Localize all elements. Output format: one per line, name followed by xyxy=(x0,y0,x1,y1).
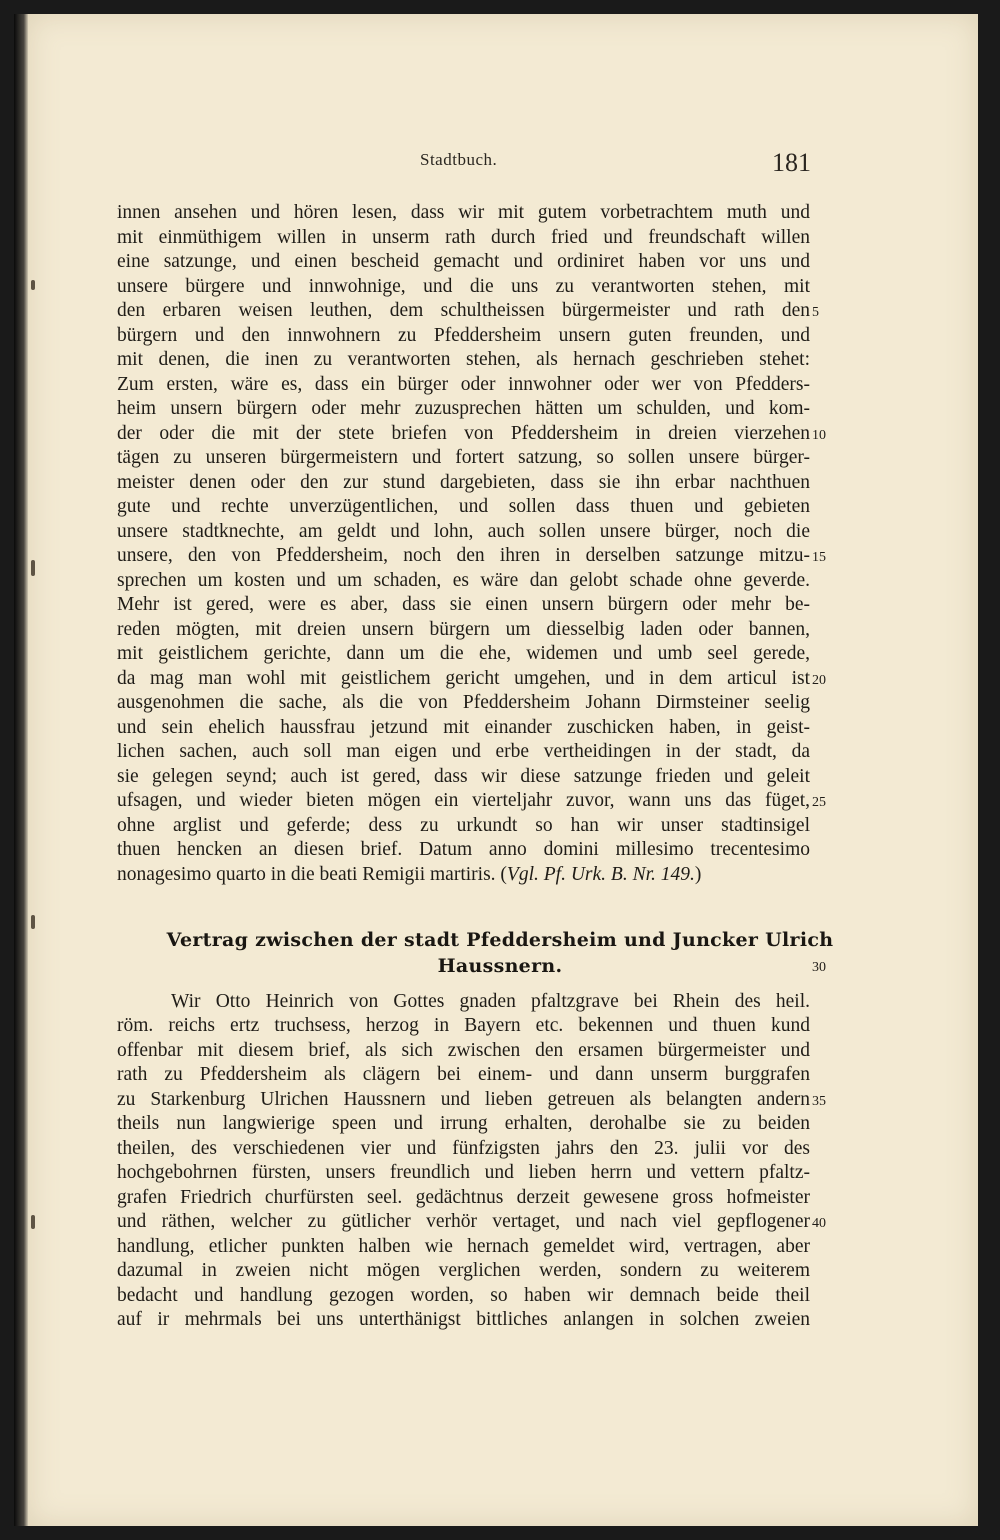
body-line: ufsagen, und wieder bieten mögen ein vierteljahr zuvor, wann uns das füget, xyxy=(117,790,810,811)
body-line: innen ansehen und hören lesen, dass wir mit gutem vorbetrachtem muth und xyxy=(117,202,810,223)
body-line: lichen sachen, auch soll man eigen und erbe vertheidingen in der stadt, da xyxy=(117,741,810,762)
body-line: meister denen oder den zur stund dargebieten, dass sie ihn erbar nachthuen xyxy=(117,472,810,493)
body-line: reden mögten, mit dreien unsern bürgern um diesselbig laden oder bannen, xyxy=(117,619,810,640)
running-title: Stadtbuch. xyxy=(420,150,498,169)
body-line: eine satzunge, und einen bescheid gemacht und ordiniret haben vor uns und xyxy=(117,251,810,272)
line-number: 25 xyxy=(812,795,826,810)
body-line: thuen hencken an diesen brief. Datum anno domini millesimo trecentesimo xyxy=(117,839,810,860)
body-line: rath zu Pfeddersheim als clägern bei einem- und dann unserm burggrafen xyxy=(117,1064,810,1085)
body-line: Zum ersten, wäre es, dass ein bürger oder innwohner oder wer von Pfedders- xyxy=(117,374,810,395)
book-spine-edge xyxy=(14,14,28,1526)
body-line: Wir Otto Heinrich von Gottes gnaden pfaltzgrave bei Rhein des heil. xyxy=(171,991,810,1012)
line-number: 10 xyxy=(812,428,826,443)
source-citation: Vgl. Pf. Urk. B. Nr. 149. xyxy=(506,864,695,885)
section-heading-line-1: Vertrag zwischen der stadt Pfeddersheim und Juncker Ulrich xyxy=(166,929,834,951)
line-number: 30 xyxy=(812,960,826,975)
body-line: auf ir mehrmals bei uns unterthänigst bittliches anlangen in solchen zweien xyxy=(117,1309,810,1330)
body-line: sprechen um kosten und um schaden, es wäre dan gelobt schade ohne geverde. xyxy=(117,570,810,591)
section-heading-line-2: Haussnern. xyxy=(437,955,563,977)
body-line: unsere, den von Pfeddersheim, noch den ihren in derselben satzunge mitzu- xyxy=(117,545,810,566)
body-line: grafen Friedrich churfürsten seel. gedächtnus derzeit gewesene gross hofmeister xyxy=(117,1187,810,1208)
gutter-mark xyxy=(31,560,35,576)
gutter-mark xyxy=(31,915,35,929)
gutter-mark xyxy=(31,1215,35,1229)
body-line: heim unsern bürgern oder mehr zuzusprechen hätten um schulden, und kom- xyxy=(117,398,810,419)
body-line: Mehr ist gered, were es aber, dass sie einen unsern bürgern oder mehr be- xyxy=(117,594,810,615)
body-line: und sein ehelich haussfrau jetzund mit einander zuschicken haben, in geist- xyxy=(117,717,810,738)
body-line: bedacht und handlung gezogen worden, so haben wir demnach beide theil xyxy=(117,1285,810,1306)
body-line: theilen, des verschiedenen vier und fünfzigsten jahrs den 23. julii vor des xyxy=(117,1138,810,1159)
line-number: 20 xyxy=(812,673,826,688)
body-line: handlung, etlicher punkten halben wie hernach gemeldet wird, vertragen, aber xyxy=(117,1236,810,1257)
gutter-mark xyxy=(31,280,35,290)
body-line: theils nun langwierige speen und irrung erhalten, derohalbe sie zu beiden xyxy=(117,1113,810,1134)
body-line: dazumal in zweien nicht mögen verglichen werden, sondern zu weiterem xyxy=(117,1260,810,1281)
body-line: röm. reichs ertz truchsess, herzog in Bayern etc. bekennen und thuen kund xyxy=(117,1015,810,1036)
page-number: 181 xyxy=(772,148,811,177)
body-line: der oder die mit der stete briefen von Pfeddersheim in dreien vierzehen xyxy=(117,423,810,444)
body-line: ausgenohmen die sache, als die von Pfeddersheim Johann Dirmsteiner seelig xyxy=(117,692,810,713)
body-line: unsere stadtknechte, am geldt und lohn, auch sollen unsere bürger, noch die xyxy=(117,521,810,542)
body-line: mit denen, die inen zu verantworten stehen, als hernach geschrieben stehet: xyxy=(117,349,810,370)
body-line: den erbaren weisen leuthen, dem schultheissen bürgermeister und rath den xyxy=(117,300,810,321)
body-last-close: ) xyxy=(694,864,702,885)
body-line: mit einmüthigem willen in unserm rath durch fried und freundschaft willen xyxy=(117,227,810,248)
body-line: offenbar mit diesem brief, als sich zwischen den ersamen bürgermeister und xyxy=(117,1040,810,1061)
body-line: gute und rechte unverzügentlichen, und sollen dass thuen und gebieten xyxy=(117,496,810,517)
body-line: und räthen, welcher zu gütlicher verhör vertaget, und nach viel gepflogener xyxy=(117,1211,810,1232)
body-line: da mag man wohl mit geistlichem gericht umgehen, und in dem articul ist xyxy=(117,668,810,689)
body-line: sie gelegen seynd; auch ist gered, dass wir diese satzunge frieden und geleit xyxy=(117,766,810,787)
line-number: 40 xyxy=(812,1216,826,1231)
body-line: tägen zu unseren bürgermeistern und fortert satzung, so sollen unsere bürger- xyxy=(117,447,810,468)
line-number: 15 xyxy=(812,550,826,565)
page-header xyxy=(0,148,1000,178)
body-line: unsere bürgere und innwohnige, und die uns zu verantworten stehen, mit xyxy=(117,276,810,297)
body-line: bürgern und den innwohnern zu Pfeddersheim unsern guten freunden, und xyxy=(117,325,810,346)
body-line: ohne arglist und geferde; dess zu urkundt so han wir unser stadtinsigel xyxy=(117,815,810,836)
line-number: 5 xyxy=(812,305,819,320)
line-number: 35 xyxy=(812,1094,826,1109)
body-line: zu Starkenburg Ulrichen Haussnern und lieben getreuen als belangten andern xyxy=(117,1089,810,1110)
body-last-text: nonagesimo quarto in die beati Remigii martiris. ( xyxy=(117,864,507,885)
body-line-last xyxy=(117,863,810,887)
body-line: hochgebohrnen fürsten, unsers freundlich und lieben herrn und vettern pfaltz- xyxy=(117,1162,810,1183)
body-line: mit geistlichem gerichte, dann um die ehe, widemen und umb seel gerede, xyxy=(117,643,810,664)
